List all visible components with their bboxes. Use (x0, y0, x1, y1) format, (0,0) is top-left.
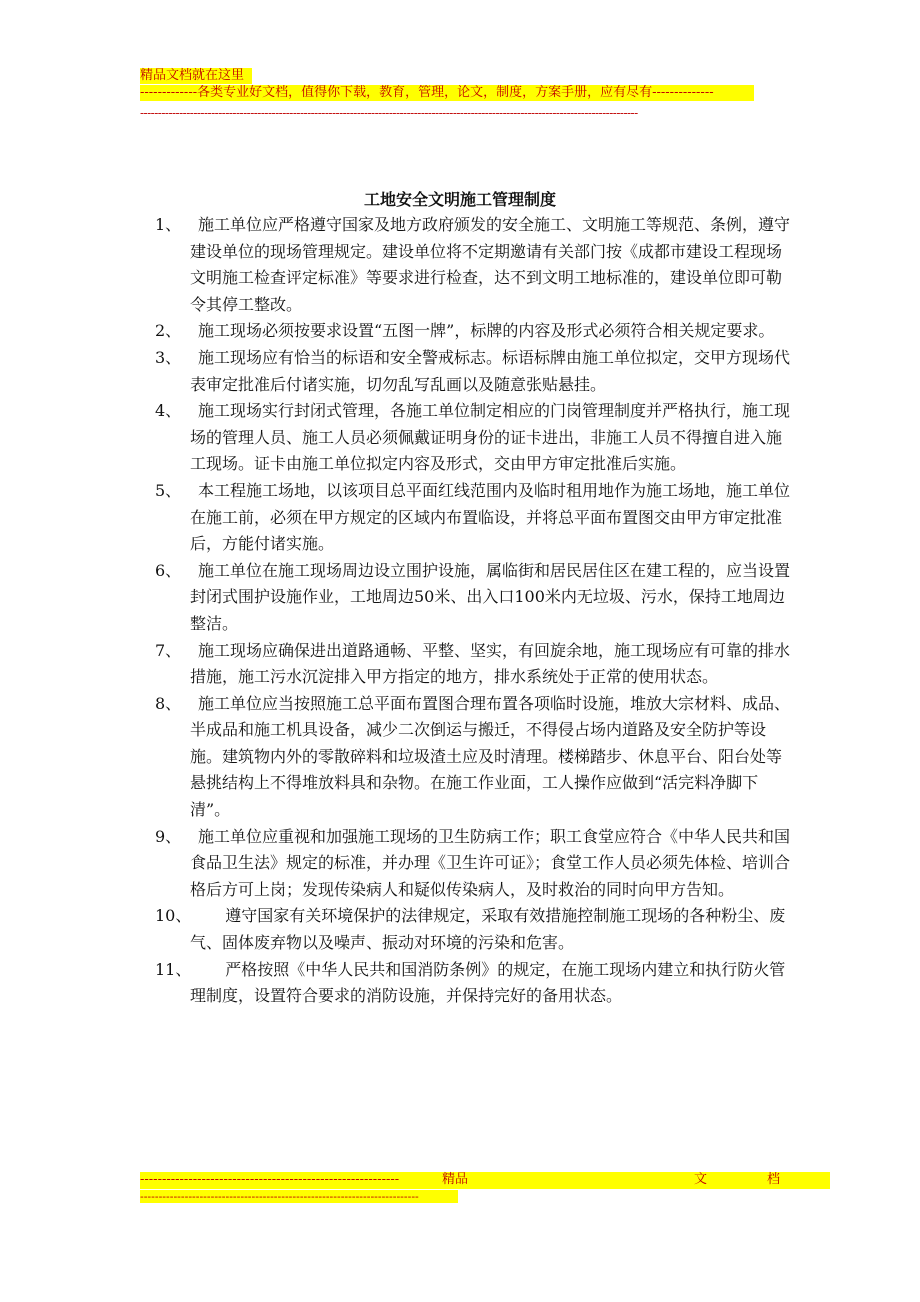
rule-text: 施工单位应重视和加强施工现场的卫生防病工作；职工食堂应符合《中华人民共和国食品卫生法》规定的标准，并办理《卫生许可证》；食堂工作人员必须先体检、培训合格后方可上岗；发现传染病人和疑似传染病人，及时救治的同时向甲方告知。 (190, 826, 791, 899)
rule-item (155, 398, 795, 478)
rule-number: 7、 (155, 640, 182, 660)
header-title: 精品文档就在这里 (140, 68, 252, 84)
rule-number: 4、 (155, 401, 182, 421)
footer-watermark-words (402, 1172, 830, 1188)
footer-divider-left: ----------------------------------------------------------- (140, 1172, 400, 1187)
rule-text: 施工现场应有恰当的标语和安全警戒标志。标语标牌由施工单位拟定，交甲方现场代表审定批准后付诸实施，切勿乱写乱画以及随意张贴悬挂。 (190, 347, 791, 394)
header-divider: -------------------------------------------------------------------------------------------------------------------------------------------- (140, 106, 638, 120)
rule-item (155, 638, 795, 691)
document-title: 工地安全文明施工管理制度 (363, 190, 556, 209)
footer-word: 品 (455, 1172, 469, 1187)
footer-word: 文 (693, 1172, 707, 1187)
rule-item (155, 345, 795, 398)
rule-item (155, 318, 795, 345)
rule-item (155, 212, 795, 318)
rule-number: 6、 (155, 560, 182, 580)
footer-word: 精 (442, 1172, 456, 1187)
rule-text: 严格按照《中华人民共和国消防条例》的规定，在施工现场内建立和执行防火管理制度，设置符合要求的消防设施，并保持完好的备用状态。 (190, 959, 786, 1006)
rule-item (155, 478, 795, 558)
footer-banner (140, 1172, 830, 1189)
rule-item (155, 691, 795, 824)
rule-number: 9、 (155, 826, 182, 846)
rule-number: 1、 (155, 215, 182, 234)
rule-text: 施工单位应当按照施工总平面布置图合理布置各项临时设施，堆放大宗材料、成品、半成品和施工机具设备，减少二次倒运与搬迁，不得侵占场内道路及安全防护等设施。建筑物内外的零散碎料和垃圾渣土应及时清理。楼梯踏步、休息平台、阳台处等悬挑结构上不得堆放料具和杂物。在施工作业面，工人操作应做到“活完料净脚下清”。 (190, 693, 791, 820)
rule-text: 施工现场应确保进出道路通畅、平整、坚实，有回旋余地，施工现场应有可靠的排水措施，施工污水沉淀排入甲方指定的地方，排水系统处于正常的使用状态。 (190, 640, 791, 687)
rule-number: 5、 (155, 480, 182, 500)
rule-number: 8、 (155, 693, 182, 713)
footer-divider-bottom: --------------------------------------------------------------------------- (140, 1190, 458, 1203)
rule-text: 施工现场必须按要求设置“五图一牌”，标牌的内容及形式必须符合相关规定要求。 (198, 321, 775, 341)
rule-number: 2、 (155, 321, 182, 341)
footer-word: 档 (766, 1172, 780, 1187)
rule-item (155, 558, 795, 638)
rule-text: 本工程施工场地，以该项目总平面红线范围内及临时租用地作为施工场地，施工单位在施工前，必须在甲方规定的区域内布置临设，并将总平面布置图交由甲方审定批准后，方能付诸实施。 (190, 480, 791, 554)
rule-item (155, 824, 795, 904)
rule-text: 遵守国家有关环境保护的法律规定，采取有效措施控制施工现场的各种粉尘、废气、固体废弃物以及噪声、振动对环境的污染和危害。 (190, 906, 786, 953)
rule-number: 3、 (155, 347, 182, 367)
rules-list (155, 212, 795, 1010)
rule-number: 11、 (155, 959, 192, 979)
rule-item (155, 957, 795, 1010)
rule-text: 施工现场实行封闭式管理，各施工单位制定相应的门岗管理制度并严格执行，施工现场的管理人员、施工人员必须佩戴证明身份的证卡进出，非施工人员不得擅自进入施工现场。证卡由施工单位拟定内容及形式，交由甲方审定批准后实施。 (190, 401, 791, 474)
rule-item (155, 903, 795, 956)
header-promo-banner: -------------各类专业好文档，值得你下载，教育，管理，论文，制度，方案手册，应有尽有-------------- (140, 85, 754, 101)
rule-text: 施工单位应严格遵守国家及地方政府颁发的安全施工、文明施工等规范、条例，遵守建设单位的现场管理规定。建设单位将不定期邀请有关部门按《成都市建设工程现场文明施工检查评定标准》等要求进行检查，达不到文明工地标准的，建设单位即可勒令其停工整改。 (190, 215, 791, 314)
rule-number: 10、 (155, 906, 192, 926)
rule-text: 施工单位在施工现场周边设立围护设施，属临街和居民居住区在建工程的，应当设置封闭式围护设施作业，工地周边50米、出入口100米内无垃圾、污水，保持工地周边整洁。 (190, 560, 791, 633)
